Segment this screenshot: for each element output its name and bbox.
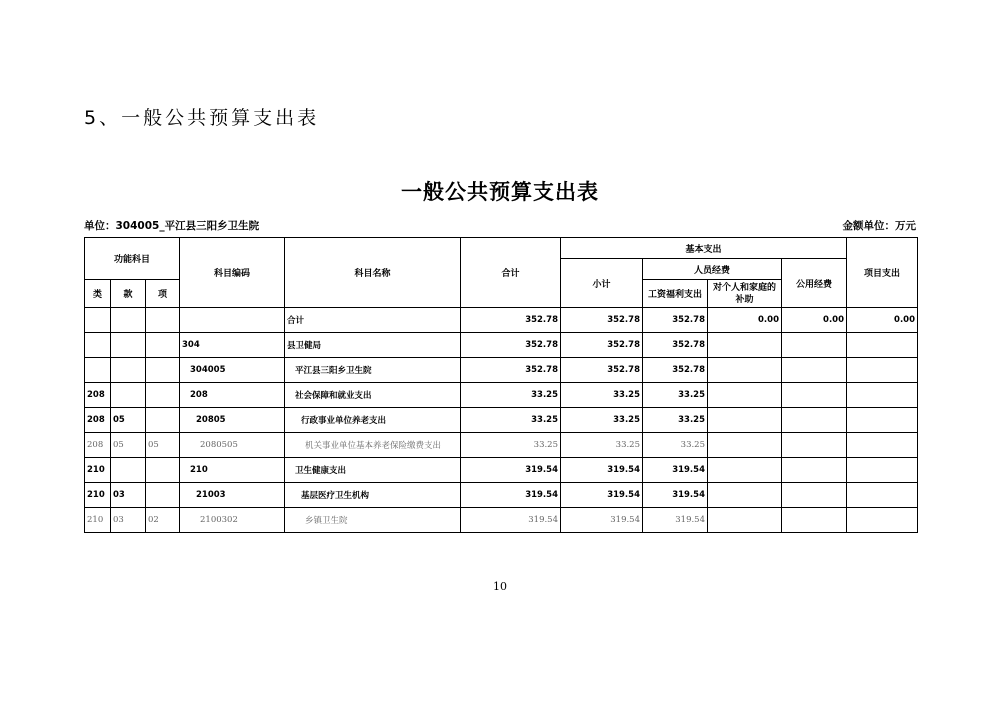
header-wages-welfare: 工资福利支出 bbox=[643, 280, 708, 308]
cell-code: 21003 bbox=[180, 483, 285, 508]
table-row bbox=[85, 333, 918, 358]
cell-subtotal: 319.54 bbox=[561, 458, 643, 483]
cell-name: 卫生健康支出 bbox=[285, 458, 461, 483]
cell-total: 319.54 bbox=[461, 508, 561, 533]
cell-subsidy bbox=[708, 383, 782, 408]
cell-lei: 208 bbox=[85, 408, 111, 433]
cell-wages: 352.78 bbox=[643, 333, 708, 358]
cell-total: 352.78 bbox=[461, 333, 561, 358]
cell-kuan bbox=[111, 458, 146, 483]
cell-project bbox=[847, 508, 918, 533]
header-personnel-funds: 人员经费 bbox=[643, 259, 782, 280]
cell-code: 304005 bbox=[180, 358, 285, 383]
cell-xiang bbox=[146, 383, 180, 408]
unit-label: 单位：304005_平江县三阳乡卫生院 bbox=[84, 220, 260, 232]
cell-wages: 319.54 bbox=[643, 508, 708, 533]
cell-total: 352.78 bbox=[461, 358, 561, 383]
cell-public bbox=[782, 358, 847, 383]
header-project-expenditure: 项目支出 bbox=[847, 238, 918, 308]
table-row bbox=[85, 408, 918, 433]
cell-project bbox=[847, 408, 918, 433]
header-basic-expenditure: 基本支出 bbox=[561, 238, 847, 259]
cell-total: 319.54 bbox=[461, 458, 561, 483]
cell-code: 20805 bbox=[180, 408, 285, 433]
cell-public bbox=[782, 458, 847, 483]
cell-wages: 33.25 bbox=[643, 433, 708, 458]
cell-lei bbox=[85, 333, 111, 358]
cell-public bbox=[782, 483, 847, 508]
cell-total: 352.78 bbox=[461, 308, 561, 333]
cell-wages: 319.54 bbox=[643, 483, 708, 508]
cell-subsidy bbox=[708, 358, 782, 383]
cell-name: 机关事业单位基本养老保险缴费支出 bbox=[285, 433, 461, 458]
page-number: 10 bbox=[493, 580, 507, 593]
header-subject-code: 科目编码 bbox=[180, 238, 285, 308]
cell-subsidy bbox=[708, 408, 782, 433]
cell-code bbox=[180, 308, 285, 333]
cell-kuan bbox=[111, 358, 146, 383]
cell-xiang bbox=[146, 333, 180, 358]
cell-project: 0.00 bbox=[847, 308, 918, 333]
cell-total: 319.54 bbox=[461, 483, 561, 508]
cell-xiang bbox=[146, 358, 180, 383]
cell-project bbox=[847, 483, 918, 508]
cell-public bbox=[782, 333, 847, 358]
cell-kuan: 05 bbox=[111, 408, 146, 433]
cell-subtotal: 33.25 bbox=[561, 433, 643, 458]
cell-total: 33.25 bbox=[461, 383, 561, 408]
cell-name: 合计 bbox=[285, 308, 461, 333]
cell-total: 33.25 bbox=[461, 433, 561, 458]
cell-name: 平江县三阳乡卫生院 bbox=[285, 358, 461, 383]
cell-name: 基层医疗卫生机构 bbox=[285, 483, 461, 508]
section-heading: 5、一般公共预算支出表 bbox=[84, 107, 320, 129]
cell-code: 2080505 bbox=[180, 433, 285, 458]
cell-lei: 210 bbox=[85, 458, 111, 483]
table-row bbox=[85, 508, 918, 533]
cell-public bbox=[782, 383, 847, 408]
header-total: 合计 bbox=[461, 238, 561, 308]
cell-lei: 208 bbox=[85, 433, 111, 458]
cell-kuan bbox=[111, 333, 146, 358]
cell-wages: 33.25 bbox=[643, 408, 708, 433]
cell-total: 33.25 bbox=[461, 408, 561, 433]
cell-kuan bbox=[111, 383, 146, 408]
cell-project bbox=[847, 358, 918, 383]
header-subject-name: 科目名称 bbox=[285, 238, 461, 308]
budget-table bbox=[84, 237, 918, 533]
cell-code: 304 bbox=[180, 333, 285, 358]
table-row bbox=[85, 433, 918, 458]
cell-wages: 33.25 bbox=[643, 383, 708, 408]
cell-xiang: 02 bbox=[146, 508, 180, 533]
cell-kuan: 03 bbox=[111, 508, 146, 533]
cell-public bbox=[782, 408, 847, 433]
cell-public bbox=[782, 508, 847, 533]
cell-wages: 352.78 bbox=[643, 358, 708, 383]
table-row bbox=[85, 308, 918, 333]
header-kuan: 款 bbox=[111, 280, 146, 308]
cell-project bbox=[847, 458, 918, 483]
cell-subsidy bbox=[708, 433, 782, 458]
cell-lei bbox=[85, 308, 111, 333]
cell-xiang bbox=[146, 408, 180, 433]
cell-kuan bbox=[111, 308, 146, 333]
cell-project bbox=[847, 383, 918, 408]
page-title: 一般公共预算支出表 bbox=[401, 180, 599, 204]
cell-subtotal: 33.25 bbox=[561, 383, 643, 408]
cell-code: 2100302 bbox=[180, 508, 285, 533]
header-functional-subject: 功能科目 bbox=[85, 238, 180, 280]
cell-lei bbox=[85, 358, 111, 383]
cell-subsidy bbox=[708, 483, 782, 508]
cell-subsidy bbox=[708, 508, 782, 533]
cell-subtotal: 319.54 bbox=[561, 508, 643, 533]
header-subsidies-individuals: 对个人和家庭的补助 bbox=[708, 280, 782, 308]
cell-name: 行政事业单位养老支出 bbox=[285, 408, 461, 433]
cell-subsidy bbox=[708, 458, 782, 483]
cell-kuan: 05 bbox=[111, 433, 146, 458]
amount-unit-label: 金额单位：万元 bbox=[842, 220, 916, 232]
cell-public: 0.00 bbox=[782, 308, 847, 333]
cell-xiang bbox=[146, 458, 180, 483]
header-xiang: 项 bbox=[146, 280, 180, 308]
cell-name: 社会保障和就业支出 bbox=[285, 383, 461, 408]
cell-subsidy bbox=[708, 333, 782, 358]
cell-xiang: 05 bbox=[146, 433, 180, 458]
cell-kuan: 03 bbox=[111, 483, 146, 508]
cell-subtotal: 319.54 bbox=[561, 483, 643, 508]
header-lei: 类 bbox=[85, 280, 111, 308]
cell-xiang bbox=[146, 483, 180, 508]
cell-name: 乡镇卫生院 bbox=[285, 508, 461, 533]
cell-subtotal: 33.25 bbox=[561, 408, 643, 433]
cell-public bbox=[782, 433, 847, 458]
cell-lei: 208 bbox=[85, 383, 111, 408]
table-row bbox=[85, 458, 918, 483]
cell-subtotal: 352.78 bbox=[561, 358, 643, 383]
cell-subtotal: 352.78 bbox=[561, 333, 643, 358]
table-row bbox=[85, 383, 918, 408]
cell-subsidy: 0.00 bbox=[708, 308, 782, 333]
cell-wages: 352.78 bbox=[643, 308, 708, 333]
header-subtotal: 小计 bbox=[561, 259, 643, 308]
cell-project bbox=[847, 333, 918, 358]
table-row bbox=[85, 483, 918, 508]
cell-wages: 319.54 bbox=[643, 458, 708, 483]
cell-xiang bbox=[146, 308, 180, 333]
header-public-funds: 公用经费 bbox=[782, 259, 847, 308]
cell-project bbox=[847, 433, 918, 458]
cell-lei: 210 bbox=[85, 483, 111, 508]
cell-code: 208 bbox=[180, 383, 285, 408]
cell-subtotal: 352.78 bbox=[561, 308, 643, 333]
cell-lei: 210 bbox=[85, 508, 111, 533]
cell-code: 210 bbox=[180, 458, 285, 483]
table-row bbox=[85, 358, 918, 383]
cell-name: 县卫健局 bbox=[285, 333, 461, 358]
